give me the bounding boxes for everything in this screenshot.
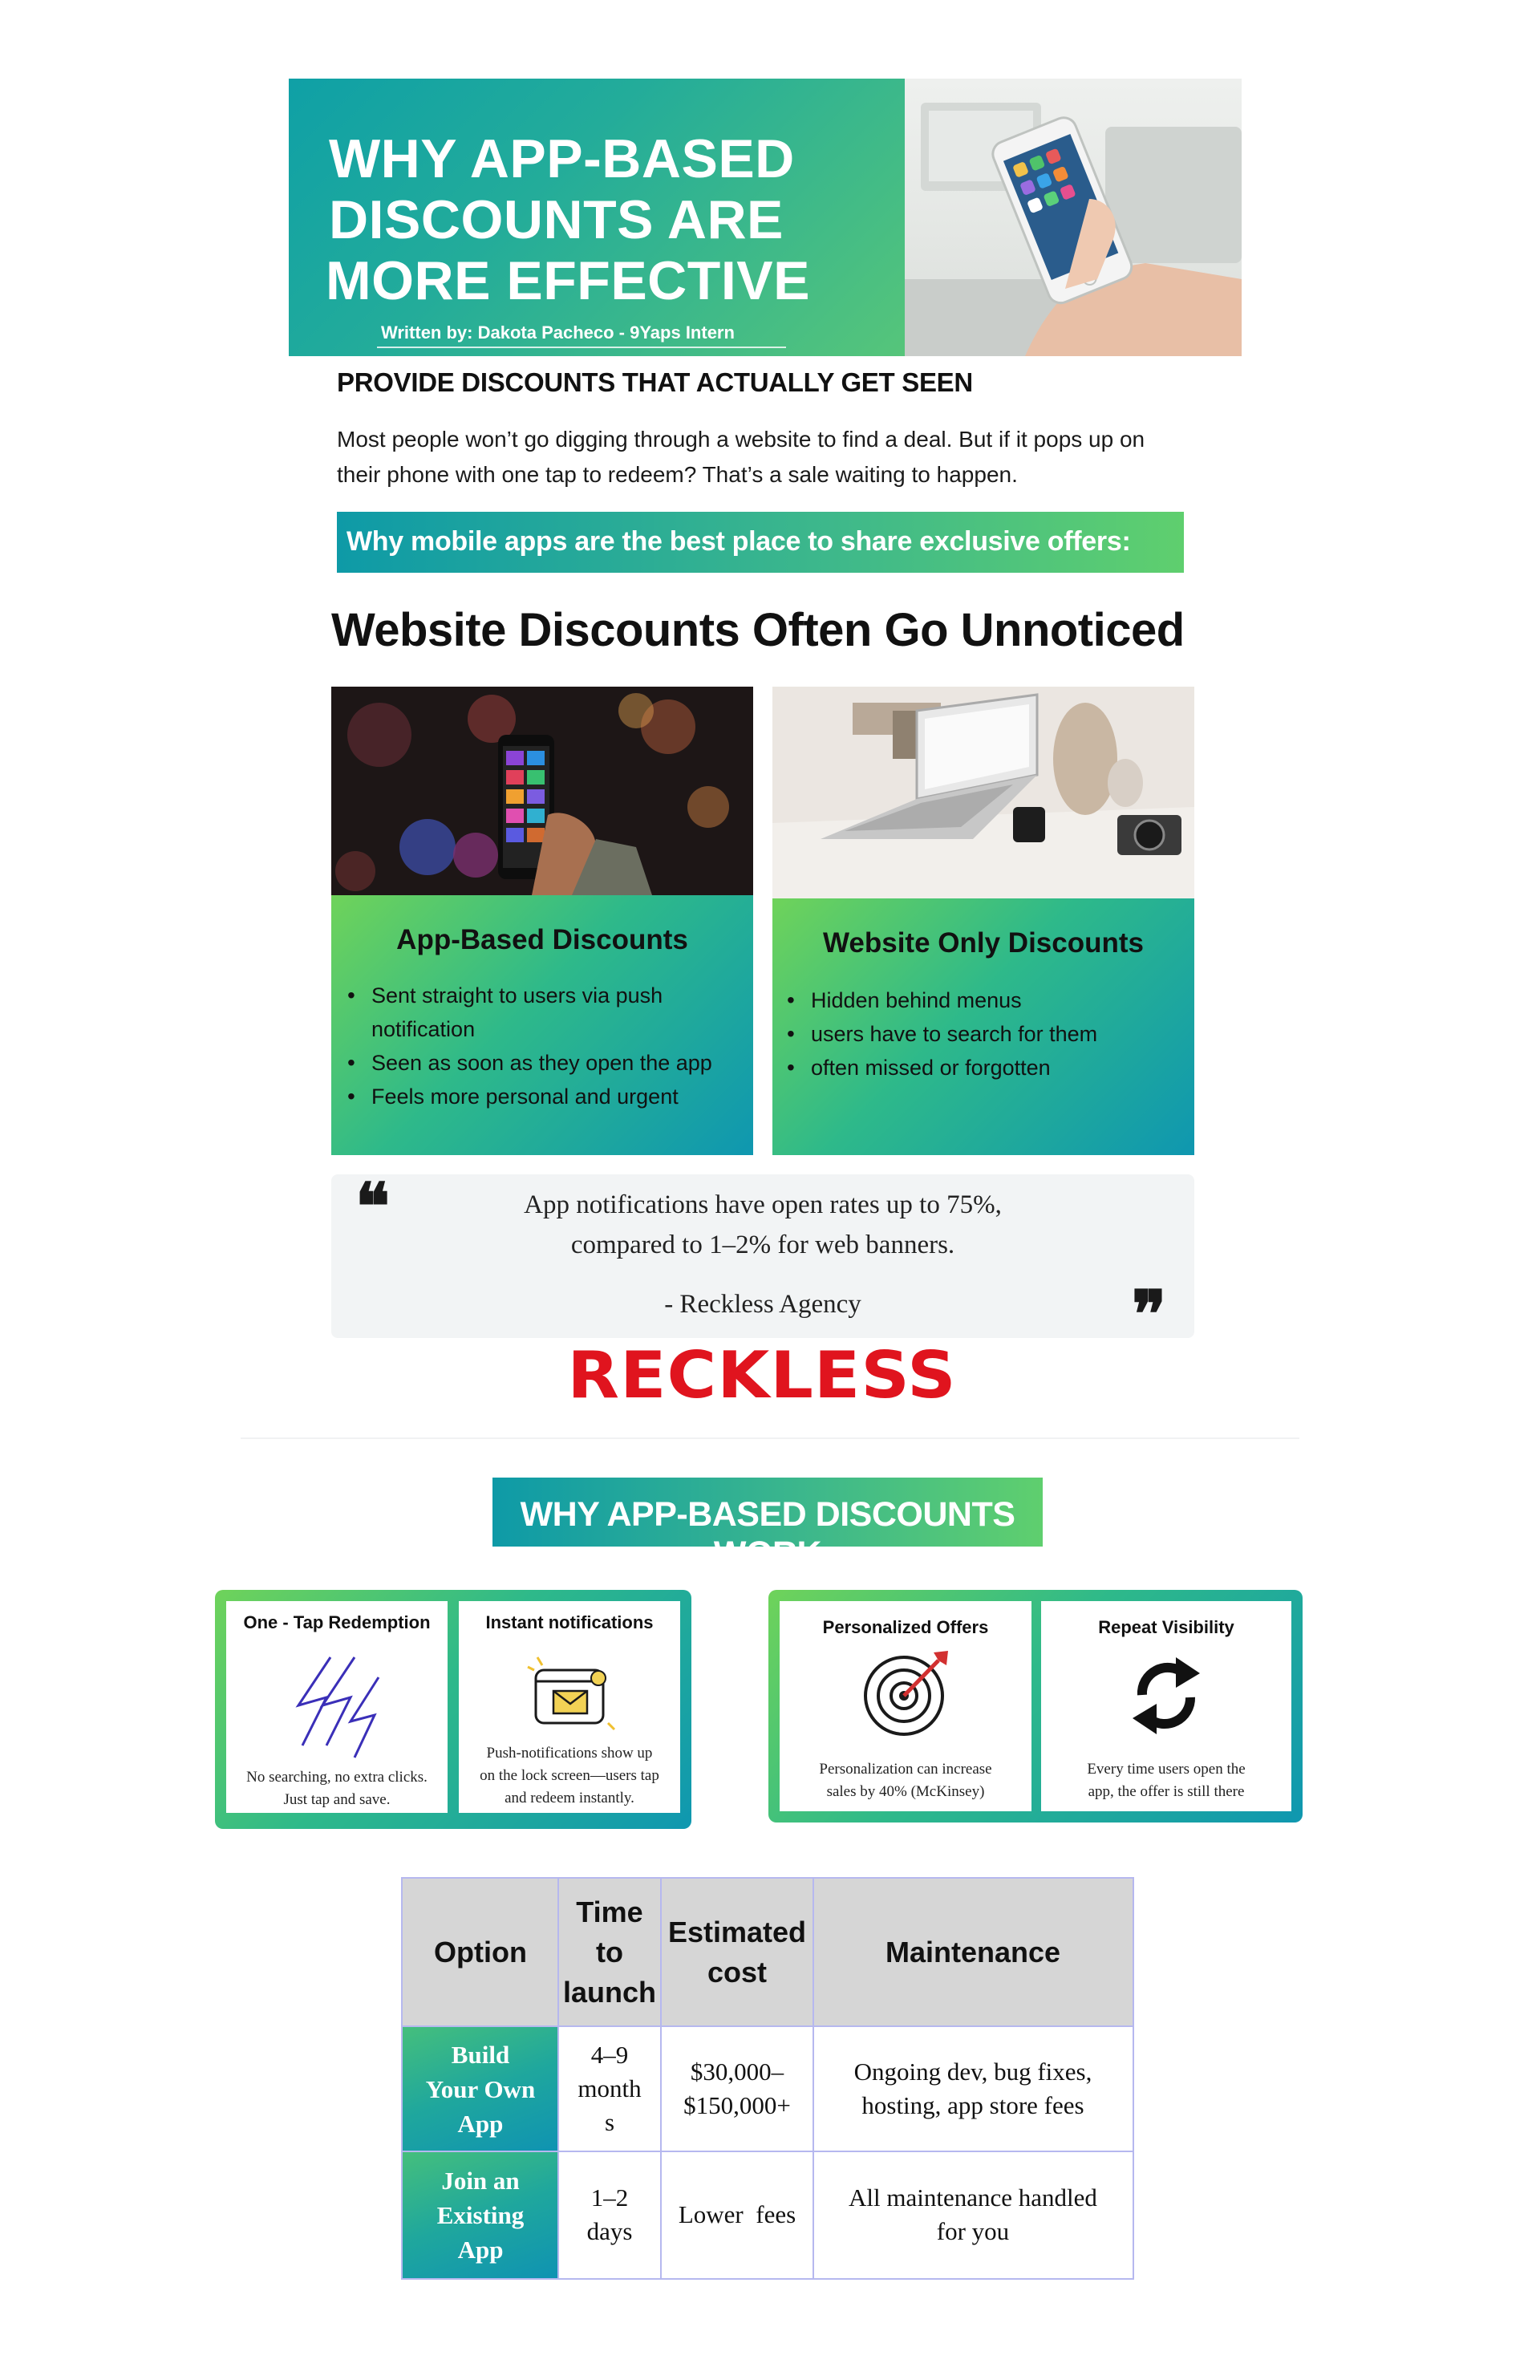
offers-band-text: Why mobile apps are the best place to share exclusive offers:: [346, 526, 1131, 557]
app-based-card: [331, 687, 753, 1155]
byline: Written by: Dakota Pacheco - 9Yaps Intern: [381, 322, 735, 343]
bullet-text-cont: notification: [371, 1017, 476, 1041]
table-grid-line: [403, 2151, 1133, 2152]
bullet-text: Hidden behind menus: [811, 988, 1022, 1012]
cell-text: Existing: [436, 2200, 525, 2229]
cell-text: Lower fees: [678, 2200, 796, 2228]
bullet-text: Feels more personal and urgent: [371, 1085, 679, 1109]
list-item: [787, 1051, 1097, 1085]
comparison-table: [401, 1877, 1134, 2280]
close-quote-icon: ❞: [1132, 1280, 1167, 1351]
tile-text-line-1: No searching, no extra clicks.: [246, 1769, 428, 1786]
bullet-text: Sent straight to users via push: [371, 983, 663, 1008]
website-only-bullet-list: [787, 983, 1097, 1085]
table-grid-line: [660, 1879, 662, 2278]
cell-text: days: [586, 2217, 633, 2245]
target-icon: [860, 1646, 956, 1742]
notification-envelope-icon: [521, 1646, 618, 1742]
list-item: [347, 1046, 712, 1080]
offers-band: [337, 512, 1184, 573]
why-title-band: [492, 1478, 1043, 1573]
list-item: [787, 1017, 1097, 1051]
website-only-card: [772, 687, 1194, 1155]
header-title-line-3: MORE EFFECTIVE: [326, 250, 810, 311]
intro-paragraph-line-2: their phone with one tap to redeem? That’s a sale waiting to happen.: [337, 462, 1018, 487]
row-join-time: [558, 2151, 661, 2278]
cell-text: s: [604, 2108, 615, 2136]
benefit-group-2: [768, 1590, 1303, 1823]
list-item: [347, 1080, 712, 1113]
list-item: [347, 979, 712, 1046]
phone-bokeh-photo: [331, 687, 753, 895]
tile-text-line-3: and redeem instantly.: [505, 1790, 634, 1806]
cell-text: App: [457, 2235, 504, 2264]
tile-title: Repeat Visibility: [1098, 1617, 1234, 1637]
cell-text: App: [457, 2109, 504, 2138]
cell-text: $150,000+: [683, 2091, 791, 2119]
tile-text-line-2: sales by 40% (McKinsey): [826, 1783, 985, 1800]
open-quote-icon: ❝: [355, 1173, 391, 1243]
bullet-text: often missed or forgotten: [811, 1056, 1051, 1080]
header-banner: [289, 79, 1242, 356]
header-text: Option: [434, 1936, 527, 1968]
table-grid-line: [813, 1879, 814, 2278]
header-option: [403, 1879, 558, 2026]
tile-text-line-2: app, the offer is still there: [1088, 1783, 1245, 1800]
cell-text: Build: [451, 2040, 510, 2069]
reckless-logo: RECKLESS: [567, 1338, 957, 1413]
cell-text: for you: [936, 2217, 1010, 2245]
tile-title: Instant notifications: [485, 1612, 654, 1632]
website-only-card-body: [772, 898, 1194, 1155]
cell-text: hosting, app store fees: [861, 2091, 1084, 2119]
header-title-line-1: WHY APP-BASED: [329, 128, 795, 189]
tile-text-line-2: Just tap and save.: [283, 1791, 391, 1808]
intro-paragraph-line-1: Most people won’t go digging through a website to find a deal. But if it pops up on: [337, 427, 1145, 452]
cell-text: $30,000–: [690, 2058, 784, 2086]
benefit-tile-one-tap: [226, 1601, 448, 1813]
header-estimated-cost: [661, 1879, 813, 2026]
row-build-time: [558, 2026, 661, 2151]
quote-attribution: - Reckless Agency: [664, 1290, 861, 1319]
app-based-bullet-list: [347, 979, 712, 1113]
app-based-card-title: App-Based Discounts: [396, 924, 688, 955]
tile-text-line-1: Push-notifications show up: [486, 1745, 653, 1762]
benefit-tile-personalized: [780, 1601, 1031, 1811]
tile-text-line-1: Every time users open the: [1087, 1761, 1246, 1778]
cell-text: 4–9: [590, 2041, 629, 2069]
header-time-to-launch: [558, 1879, 661, 2026]
list-item: [787, 983, 1097, 1017]
row-join-cost: [661, 2151, 813, 2278]
bullet-text: Seen as soon as they open the app: [371, 1051, 712, 1075]
section-divider: [241, 1437, 1299, 1439]
header-title-panel: [289, 79, 905, 356]
tile-title: Personalized Offers: [822, 1617, 989, 1637]
benefit-tile-repeat-visibility: [1041, 1601, 1291, 1811]
laptop-desk-photo: [772, 687, 1194, 898]
header-text: Maintenance: [885, 1936, 1061, 1968]
cell-text: 1–2: [590, 2183, 629, 2212]
header-text: to: [596, 1936, 623, 1968]
tile-title: One - Tap Redemption: [243, 1612, 431, 1632]
cell-text: Ongoing dev, bug fixes,: [853, 2058, 1092, 2086]
section-title: Website Discounts Often Go Unnoticed: [331, 604, 1185, 656]
cell-text: Your Own: [425, 2074, 536, 2103]
benefit-tile-instant-notifications: [459, 1601, 680, 1813]
app-based-card-body: [331, 895, 753, 1155]
quote-box: [331, 1173, 1194, 1351]
why-title: WHY APP-BASED DISCOUNTS WORK: [520, 1495, 1015, 1573]
row-build-maintenance: [813, 2026, 1133, 2151]
quote-line-2: compared to 1–2% for web banners.: [570, 1231, 955, 1259]
tile-text-line-1: Personalization can increase: [819, 1761, 992, 1778]
row-build-option: [403, 2026, 558, 2151]
table-grid-line: [403, 2025, 1133, 2027]
cell-text: Join an: [441, 2166, 520, 2195]
row-build-cost: [661, 2026, 813, 2151]
phone-in-hand-photo: [905, 79, 1242, 356]
header-text: Time: [576, 1895, 643, 1928]
cell-text: All maintenance handled: [849, 2183, 1097, 2212]
quote-line-1: App notifications have open rates up to 75%,: [524, 1190, 1002, 1219]
header-title-line-2: DISCOUNTS ARE: [329, 189, 784, 250]
header-maintenance: [813, 1879, 1133, 2026]
tile-text-line-2: on the lock screen—users tap: [480, 1767, 659, 1784]
refresh-icon: [1126, 1651, 1206, 1739]
website-only-card-title: Website Only Discounts: [823, 927, 1144, 959]
intro-heading: PROVIDE DISCOUNTS THAT ACTUALLY GET SEEN: [337, 367, 973, 397]
lightning-icon: [290, 1649, 395, 1762]
table-grid-line: [557, 1879, 559, 2278]
header-text: launch: [562, 1976, 656, 2009]
header-text: cost: [707, 1956, 768, 1989]
row-join-option: [403, 2151, 558, 2278]
byline-underline: [377, 347, 786, 348]
cell-text: month: [578, 2074, 642, 2102]
benefit-group-1: [215, 1590, 691, 1829]
row-join-maintenance: [813, 2151, 1133, 2278]
header-text: Estimated: [667, 1916, 807, 1948]
bullet-text: users have to search for them: [811, 1022, 1098, 1046]
